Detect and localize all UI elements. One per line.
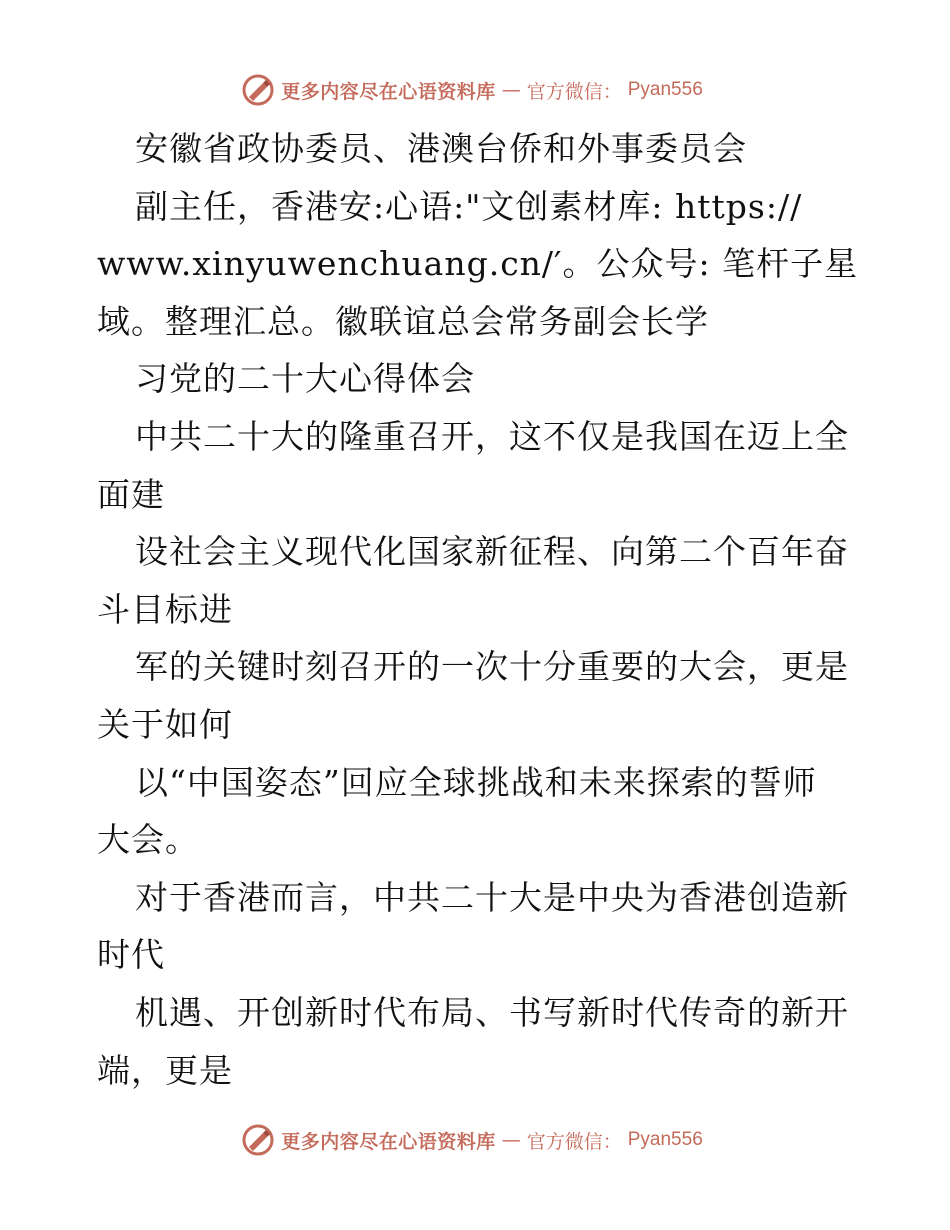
header-banner-dash: — [501, 79, 521, 101]
text-line-13: 大会。 [97, 820, 199, 860]
header-banner-content [241, 73, 703, 107]
text-line-4: 域。整理汇总。徽联谊总会常务副会长学 [97, 301, 709, 341]
footer-banner-content [241, 1123, 703, 1157]
text-line-5: 习党的二十大心得体会 [135, 359, 475, 399]
footer-wechat-label: 官方微信： [526, 1130, 622, 1153]
footer-banner-text: 更多内容尽在心语资料库 [281, 1130, 496, 1153]
header-banner [0, 70, 950, 110]
footer-wechat-id: Pyan556 [627, 1129, 703, 1150]
header-wechat-label: 官方微信： [526, 80, 622, 103]
text-line-15: 时代 [97, 935, 165, 975]
text-line-12: 以“中国姿态”回应全球挑战和未来探索的誓师 [135, 762, 817, 802]
text-line-2: 副主任，香港安:心语:"文创素材库: https:// [135, 186, 803, 226]
document-body [97, 120, 857, 1099]
pen-logo-icon [241, 1123, 275, 1157]
text-line-7: 面建 [97, 474, 165, 514]
text-line-11: 关于如何 [97, 704, 233, 744]
text-line-9: 斗目标进 [97, 589, 233, 629]
text-line-6: 中共二十大的隆重召开，这不仅是我国在迈上全 [135, 416, 849, 456]
text-line-14: 对于香港而言，中共二十大是中央为香港创造新 [135, 877, 849, 917]
text-line-16: 机遇、开创新时代布局、书写新时代传奇的新开 [135, 992, 849, 1032]
footer-banner-dash: — [501, 1129, 521, 1151]
text-line-1: 安徽省政协委员、港澳台侨和外事委员会 [135, 129, 747, 168]
header-wechat-id: Pyan556 [627, 79, 703, 100]
pen-logo-icon [241, 73, 275, 107]
text-line-3: www.xinyuwenchuang.cn/′。公众号: 笔杆子星 [97, 244, 859, 284]
footer-banner [0, 1120, 950, 1160]
text-line-17: 端，更是 [97, 1050, 233, 1090]
text-line-10: 军的关键时刻召开的一次十分重要的大会，更是 [135, 647, 849, 687]
header-banner-text: 更多内容尽在心语资料库 [281, 80, 496, 103]
text-line-8: 设社会主义现代化国家新征程、向第二个百年奋 [135, 532, 849, 572]
